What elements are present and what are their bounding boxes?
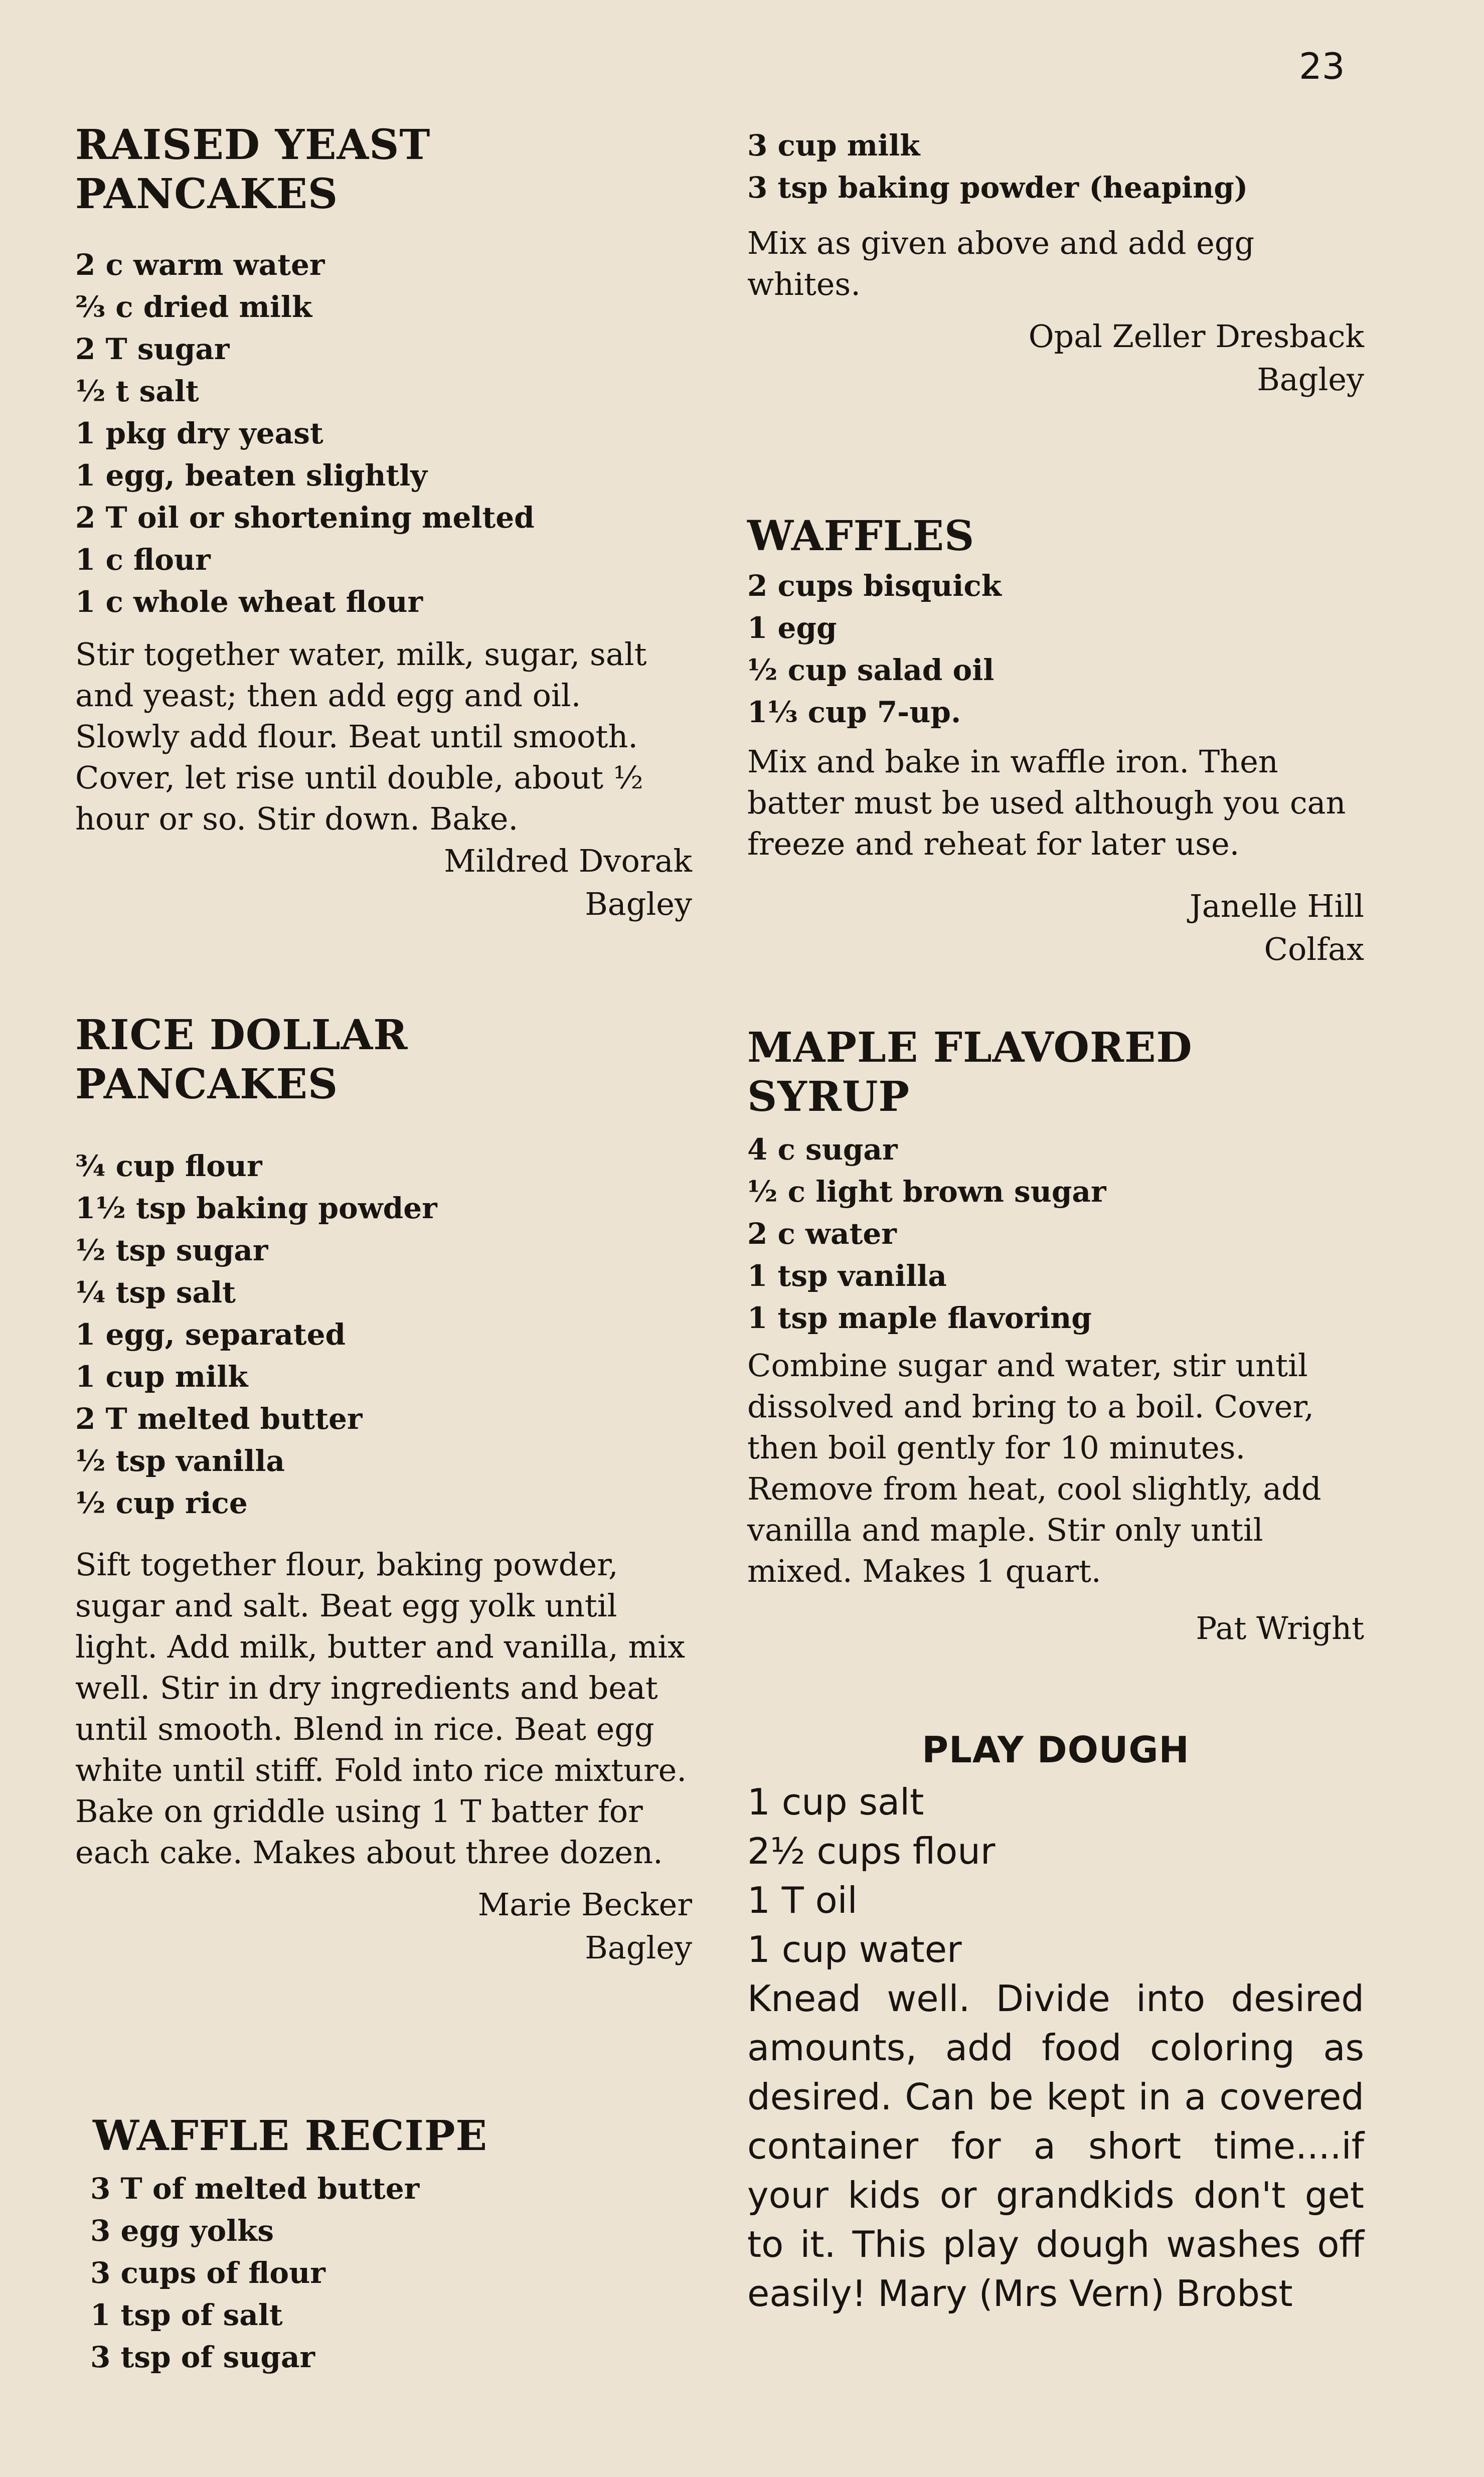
recipe-raised-yeast-pancakes [75,120,692,926]
ingredient: ⅔ c dried milk [75,290,312,324]
ingredient: 1 pkg dry yeast [75,416,323,450]
recipe-waffles [747,512,1364,971]
ingredient: 1 cup milk [75,1360,248,1394]
recipe-title: WAFFLES [747,512,975,560]
ingredient-list [747,1777,1364,1974]
recipe-author: Pat Wright [1196,1610,1364,1646]
recipe-directions: Combine sugar and water, stir until dissolved and bring to a boil. Cover, then boil gently for 10 minutes. Remove from heat, cool slightly, add vanilla and maple. Stir only until mixed. Makes 1 quart. [747,1347,1322,1589]
ingredient: ½ tsp sugar [75,1233,268,1267]
ingredient: 1 egg, beaten slightly [75,458,428,492]
recipe-title: MAPLE FLAVORED SYRUP [747,1024,1193,1121]
ingredient: 1 tsp of salt [90,2298,283,2332]
ingredient: ½ c light brown sugar [747,1175,1106,1209]
recipe-author: Opal Zeller Dresback Bagley [1028,318,1364,398]
ingredient: 1 egg, separated [75,1317,346,1352]
ingredient: 1 tsp maple flavoring [747,1301,1092,1335]
recipe-directions: Stir together water, milk, sugar, salt and yeast; then add egg and oil. Slowly add flour. Beat until smooth. Cover, let rise until double, about ½ hour or so. Stir down. Bake. [75,636,647,837]
ingredient: 1½ tsp baking powder [75,1191,437,1225]
ingredient: 1 cup salt [747,1781,924,1823]
recipe-directions: Mix as given above and add egg whites. [747,225,1255,302]
ingredient: 1 cup water [747,1928,962,1970]
ingredient: 1 c flour [75,543,211,577]
recipe-title: RICE DOLLAR PANCAKES [75,1011,408,1108]
ingredient-list [747,1128,1364,1339]
recipe-maple-flavored-syrup [747,1023,1364,1650]
ingredient: ½ t salt [75,374,199,408]
recipe-directions: Knead well. Divide into desired amounts, add food coloring as desired. Can be kept in a covered container for a short time....if your kids or grandkids don't get to it. This play dough washes off easily! Mary (Mrs Vern) Brobst [747,1977,1364,2315]
recipe-author: Janelle Hill Colfax [1189,888,1364,967]
ingredient: 1 c whole wheat flour [75,585,423,619]
ingredient: ¾ cup flour [75,1149,262,1183]
recipe-play-dough [747,1725,1364,2318]
ingredient: 1 tsp vanilla [747,1259,947,1293]
ingredient: 1 egg [747,611,837,645]
recipe-directions: Mix and bake in waffle iron. Then batter must be used although you can freeze and reheat for later use. [747,743,1346,862]
recipe-title: WAFFLE RECIPE [93,2112,488,2160]
ingredient: 2 c warm water [75,248,325,282]
ingredient: 1 T oil [747,1879,858,1921]
ingredient: ¼ tsp salt [75,1275,236,1309]
ingredient: 3 T of melted butter [90,2172,420,2206]
ingredient-list [747,124,1364,209]
ingredient: 3 tsp baking powder (heaping) [747,171,1248,205]
recipe-rice-dollar-pancakes [75,1011,692,1969]
ingredient: ½ cup salad oil [747,653,995,687]
recipe-author: Marie Becker Bagley [477,1886,692,1966]
ingredient-list [747,565,1364,733]
ingredient: 2 cups bisquick [747,569,1002,603]
ingredient-list [75,244,692,623]
ingredient-list [75,1145,692,1524]
ingredient: 3 cup milk [747,128,920,162]
ingredient: 2½ cups flour [747,1830,996,1872]
recipe-title: PLAY DOUGH [922,1729,1190,1771]
ingredient: 3 egg yolks [90,2214,274,2248]
ingredient: 3 tsp of sugar [90,2340,315,2374]
ingredient: ½ tsp vanilla [75,1444,285,1478]
ingredient: 1⅓ cup 7-up. [747,695,961,729]
ingredient: 2 c water [747,1217,897,1251]
ingredient: ½ cup rice [75,1486,248,1520]
recipe-waffle-recipe-continued [747,124,1364,401]
recipe-waffle-recipe [75,2111,692,2378]
recipe-title: RAISED YEAST PANCAKES [75,121,431,218]
recipe-author: Mildred Dvorak Bagley [444,843,692,922]
ingredient-list [90,2168,692,2378]
recipe-directions: Sift together flour, baking powder, sugar and salt. Beat egg yolk until light. Add milk, butter and vanilla, mix well. Stir in dry ingredients and beat until smooth. Blend in rice. Beat egg white until stiff. Fold into rice mixture. Bake on griddle using 1 T batter for each cake. Makes about three dozen. [75,1546,687,1871]
ingredient: 2 T sugar [75,332,230,366]
ingredient: 4 c sugar [747,1132,898,1167]
ingredient: 3 cups of flour [90,2256,325,2290]
page-number: 23 [1299,45,1345,87]
ingredient: 2 T melted butter [75,1402,363,1436]
ingredient: 2 T oil or shortening melted [75,501,535,535]
